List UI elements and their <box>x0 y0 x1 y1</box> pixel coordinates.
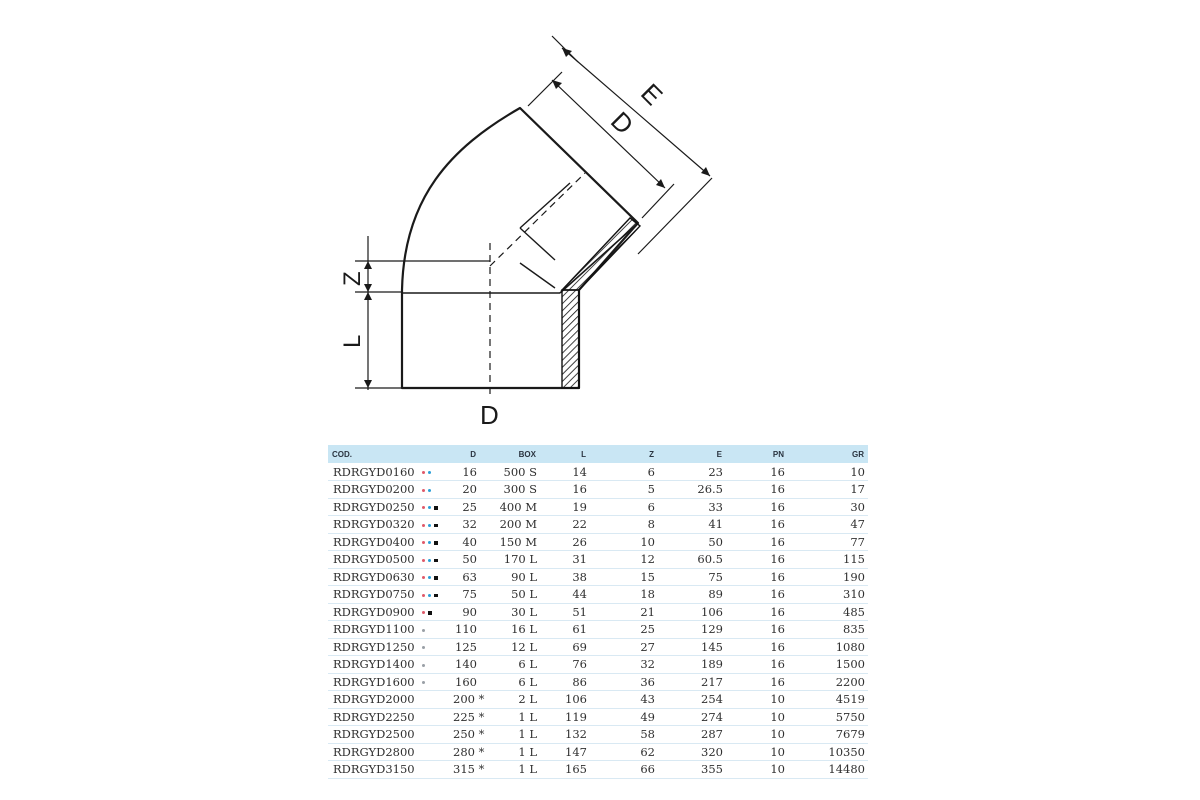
availability-dot-icon <box>422 524 425 527</box>
cell-z: 49 <box>590 708 658 726</box>
header-z: Z <box>649 449 654 459</box>
cell-availability-marks <box>420 551 450 569</box>
cell-availability-marks <box>420 463 450 481</box>
cell-l: 165 <box>540 761 590 779</box>
cell-pn: 10 <box>726 708 788 726</box>
cell-pn: 16 <box>726 481 788 499</box>
availability-dot-icon <box>434 559 438 563</box>
cell-l: 38 <box>540 568 590 586</box>
cell-e: 217 <box>658 673 726 691</box>
cell-pn: 16 <box>726 463 788 481</box>
cell-d: 160 <box>450 673 480 691</box>
availability-dot-icon <box>428 541 431 544</box>
cell-availability-marks <box>420 481 450 499</box>
cell-l: 16 <box>540 481 590 499</box>
cell-pn: 16 <box>726 551 788 569</box>
cell-z: 6 <box>590 463 658 481</box>
cell-box: 500 S <box>480 463 540 481</box>
cell-d: 140 <box>450 656 480 674</box>
cell-l: 31 <box>540 551 590 569</box>
cell-z: 12 <box>590 551 658 569</box>
cell-box: 16 L <box>480 621 540 639</box>
cell-gr: 2200 <box>788 673 868 691</box>
cell-z: 66 <box>590 761 658 779</box>
cell-pn: 10 <box>726 691 788 709</box>
cell-pn: 16 <box>726 516 788 534</box>
cell-d: 20 <box>450 481 480 499</box>
availability-dot-icon <box>422 611 425 614</box>
cell-code: RDRGYD0200 <box>328 481 420 499</box>
cell-e: 41 <box>658 516 726 534</box>
availability-dot-icon <box>422 541 425 544</box>
table-body <box>328 463 868 778</box>
table-row <box>328 533 868 551</box>
cell-e: 355 <box>658 761 726 779</box>
cell-code: RDRGYD0160 <box>328 463 420 481</box>
cell-availability-marks <box>420 533 450 551</box>
cell-d: 125 <box>450 638 480 656</box>
cell-pn: 16 <box>726 603 788 621</box>
cell-e: 129 <box>658 621 726 639</box>
cell-code: RDRGYD0320 <box>328 516 420 534</box>
cell-z: 58 <box>590 726 658 744</box>
cell-l: 147 <box>540 743 590 761</box>
cell-d: 90 <box>450 603 480 621</box>
cell-l: 19 <box>540 498 590 516</box>
cell-availability-marks <box>420 638 450 656</box>
cell-pn: 16 <box>726 638 788 656</box>
table-row <box>328 656 868 674</box>
cell-pn: 10 <box>726 726 788 744</box>
cell-d: 75 <box>450 586 480 604</box>
elbow-technical-drawing <box>300 28 760 438</box>
availability-dot-icon <box>422 489 425 492</box>
cell-box: 50 L <box>480 586 540 604</box>
cell-gr: 47 <box>788 516 868 534</box>
header-l: L <box>581 449 586 459</box>
cell-e: 33 <box>658 498 726 516</box>
cell-e: 75 <box>658 568 726 586</box>
availability-dot-icon <box>422 471 425 474</box>
cell-code: RDRGYD1400 <box>328 656 420 674</box>
cell-z: 62 <box>590 743 658 761</box>
cell-code: RDRGYD2250 <box>328 708 420 726</box>
cell-d: 315 * <box>450 761 480 779</box>
cell-pn: 10 <box>726 761 788 779</box>
wall-section-vertical <box>562 290 579 388</box>
cell-z: 36 <box>590 673 658 691</box>
cell-l: 76 <box>540 656 590 674</box>
cell-box: 90 L <box>480 568 540 586</box>
availability-dot-icon <box>428 471 431 474</box>
cell-box: 1 L <box>480 743 540 761</box>
cell-code: RDRGYD0630 <box>328 568 420 586</box>
cell-pn: 10 <box>726 743 788 761</box>
cell-gr: 1080 <box>788 638 868 656</box>
dim-label-z: Z <box>339 271 366 286</box>
cell-pn: 16 <box>726 533 788 551</box>
cell-pn: 16 <box>726 568 788 586</box>
cell-box: 6 L <box>480 673 540 691</box>
cell-e: 106 <box>658 603 726 621</box>
cell-pn: 16 <box>726 656 788 674</box>
cell-availability-marks <box>420 603 450 621</box>
cell-d: 110 <box>450 621 480 639</box>
cell-l: 14 <box>540 463 590 481</box>
cell-code: RDRGYD2000 <box>328 691 420 709</box>
cell-availability-marks <box>420 743 450 761</box>
table-row <box>328 621 868 639</box>
availability-dot-icon <box>428 594 431 597</box>
cell-z: 10 <box>590 533 658 551</box>
table-row <box>328 481 868 499</box>
table-row <box>328 586 868 604</box>
cell-code: RDRGYD1250 <box>328 638 420 656</box>
header-spacer <box>420 445 450 463</box>
cell-d: 25 <box>450 498 480 516</box>
cell-l: 86 <box>540 673 590 691</box>
cell-z: 21 <box>590 603 658 621</box>
dim-label-l: L <box>339 334 366 348</box>
cell-e: 50 <box>658 533 726 551</box>
cell-l: 26 <box>540 533 590 551</box>
availability-dot-icon <box>428 559 431 562</box>
cell-gr: 14480 <box>788 761 868 779</box>
cell-l: 69 <box>540 638 590 656</box>
table-row <box>328 551 868 569</box>
cell-e: 89 <box>658 586 726 604</box>
table-row <box>328 691 868 709</box>
availability-dot-icon <box>434 524 438 528</box>
cell-e: 60.5 <box>658 551 726 569</box>
dim-label-d-top: D <box>605 105 640 141</box>
wall-section-angled <box>562 218 640 290</box>
cell-z: 6 <box>590 498 658 516</box>
cell-availability-marks <box>420 761 450 779</box>
cell-d: 16 <box>450 463 480 481</box>
cell-l: 51 <box>540 603 590 621</box>
cell-pn: 16 <box>726 586 788 604</box>
cell-gr: 17 <box>788 481 868 499</box>
cell-z: 8 <box>590 516 658 534</box>
cell-z: 43 <box>590 691 658 709</box>
cell-availability-marks <box>420 498 450 516</box>
table-row <box>328 743 868 761</box>
cell-l: 61 <box>540 621 590 639</box>
cell-availability-marks <box>420 516 450 534</box>
cell-e: 26.5 <box>658 481 726 499</box>
cell-z: 18 <box>590 586 658 604</box>
dim-label-e: E <box>635 77 669 111</box>
cell-gr: 30 <box>788 498 868 516</box>
table-row <box>328 498 868 516</box>
table-row <box>328 708 868 726</box>
availability-dot-icon <box>422 559 425 562</box>
availability-dot-icon <box>422 506 425 509</box>
cell-gr: 7679 <box>788 726 868 744</box>
availability-dot-icon <box>422 664 425 667</box>
cell-availability-marks <box>420 586 450 604</box>
cell-pn: 16 <box>726 673 788 691</box>
table-row <box>328 568 868 586</box>
header-cod: COD. <box>332 449 352 459</box>
cell-box: 170 L <box>480 551 540 569</box>
cell-box: 12 L <box>480 638 540 656</box>
cell-code: RDRGYD3150 <box>328 761 420 779</box>
availability-dot-icon <box>428 489 431 492</box>
cell-availability-marks <box>420 568 450 586</box>
cell-e: 254 <box>658 691 726 709</box>
header-pn: PN <box>772 449 784 459</box>
availability-dot-icon <box>434 594 438 598</box>
cell-d: 225 * <box>450 708 480 726</box>
cell-code: RDRGYD0250 <box>328 498 420 516</box>
cell-z: 25 <box>590 621 658 639</box>
cell-code: RDRGYD1600 <box>328 673 420 691</box>
cell-code: RDRGYD0500 <box>328 551 420 569</box>
cell-e: 23 <box>658 463 726 481</box>
availability-dot-icon <box>422 576 425 579</box>
cell-z: 15 <box>590 568 658 586</box>
cell-l: 22 <box>540 516 590 534</box>
header-box: BOX <box>518 449 536 459</box>
cell-availability-marks <box>420 673 450 691</box>
availability-dot-icon <box>434 541 438 545</box>
cell-code: RDRGYD0400 <box>328 533 420 551</box>
cell-gr: 77 <box>788 533 868 551</box>
cell-box: 1 L <box>480 726 540 744</box>
cell-e: 189 <box>658 656 726 674</box>
availability-dot-icon <box>434 576 438 580</box>
table-row <box>328 516 868 534</box>
cell-gr: 10 <box>788 463 868 481</box>
header-d: D <box>470 449 476 459</box>
table-header-row <box>328 445 868 463</box>
cell-gr: 485 <box>788 603 868 621</box>
cell-box: 300 S <box>480 481 540 499</box>
cell-code: RDRGYD0750 <box>328 586 420 604</box>
angled-center-line <box>490 173 585 266</box>
cell-e: 320 <box>658 743 726 761</box>
cell-d: 63 <box>450 568 480 586</box>
cell-d: 280 * <box>450 743 480 761</box>
cell-box: 30 L <box>480 603 540 621</box>
cell-pn: 16 <box>726 498 788 516</box>
cell-e: 274 <box>658 708 726 726</box>
cell-l: 106 <box>540 691 590 709</box>
table-row <box>328 603 868 621</box>
cell-l: 119 <box>540 708 590 726</box>
table-row <box>328 673 868 691</box>
cell-code: RDRGYD2500 <box>328 726 420 744</box>
cell-z: 32 <box>590 656 658 674</box>
availability-dot-icon <box>422 646 425 649</box>
cell-box: 1 L <box>480 708 540 726</box>
cell-gr: 1500 <box>788 656 868 674</box>
table-row <box>328 463 868 481</box>
cell-d: 32 <box>450 516 480 534</box>
table-row <box>328 761 868 779</box>
cell-box: 6 L <box>480 656 540 674</box>
cell-d: 50 <box>450 551 480 569</box>
availability-dot-icon <box>434 506 438 510</box>
cell-e: 287 <box>658 726 726 744</box>
cell-gr: 4519 <box>788 691 868 709</box>
header-gr: GR <box>852 449 864 459</box>
cell-box: 2 L <box>480 691 540 709</box>
cell-pn: 16 <box>726 621 788 639</box>
cell-l: 44 <box>540 586 590 604</box>
cell-d: 200 * <box>450 691 480 709</box>
cell-availability-marks <box>420 621 450 639</box>
cell-gr: 5750 <box>788 708 868 726</box>
cell-box: 1 L <box>480 761 540 779</box>
cell-box: 400 M <box>480 498 540 516</box>
table-row <box>328 638 868 656</box>
cell-availability-marks <box>420 656 450 674</box>
cell-e: 145 <box>658 638 726 656</box>
availability-dot-icon <box>428 506 431 509</box>
header-e: E <box>716 449 722 459</box>
cell-availability-marks <box>420 708 450 726</box>
table-row <box>328 726 868 744</box>
availability-dot-icon <box>422 681 425 684</box>
cell-gr: 190 <box>788 568 868 586</box>
cell-code: RDRGYD0900 <box>328 603 420 621</box>
availability-dot-icon <box>428 524 431 527</box>
availability-dot-icon <box>422 594 425 597</box>
cell-l: 132 <box>540 726 590 744</box>
dim-label-d-bottom: D <box>480 400 499 430</box>
cell-z: 27 <box>590 638 658 656</box>
cell-gr: 835 <box>788 621 868 639</box>
cell-gr: 310 <box>788 586 868 604</box>
cell-z: 5 <box>590 481 658 499</box>
availability-dot-icon <box>428 611 432 615</box>
cell-code: RDRGYD1100 <box>328 621 420 639</box>
cell-d: 250 * <box>450 726 480 744</box>
dimensions-table <box>328 445 868 779</box>
cell-availability-marks <box>420 726 450 744</box>
cell-gr: 115 <box>788 551 868 569</box>
availability-dot-icon <box>422 629 425 632</box>
cell-gr: 10350 <box>788 743 868 761</box>
cell-d: 40 <box>450 533 480 551</box>
cell-code: RDRGYD2800 <box>328 743 420 761</box>
availability-dot-icon <box>428 576 431 579</box>
cell-box: 200 M <box>480 516 540 534</box>
cell-box: 150 M <box>480 533 540 551</box>
cell-availability-marks <box>420 691 450 709</box>
